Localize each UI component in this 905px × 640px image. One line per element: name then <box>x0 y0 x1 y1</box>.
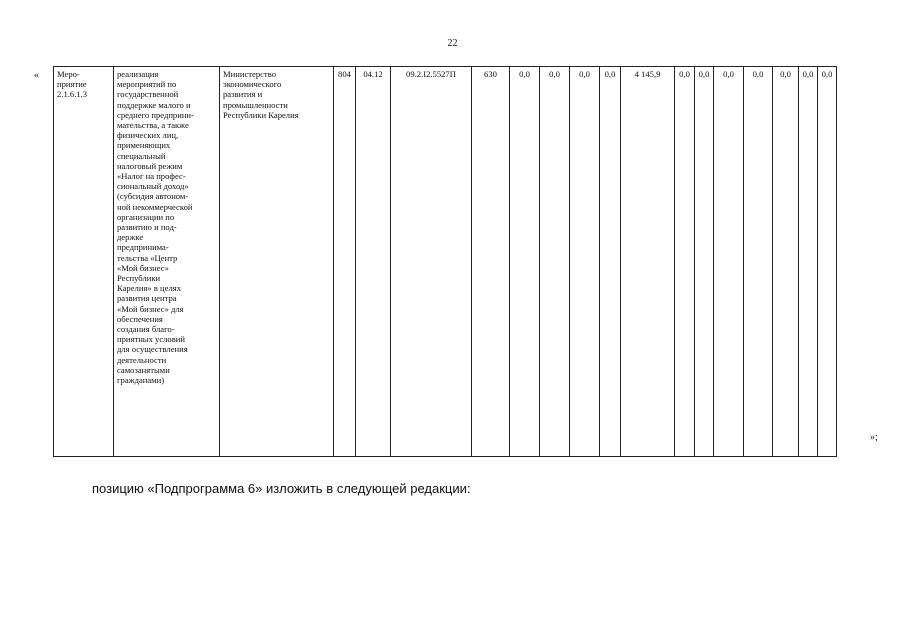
opening-quote: « <box>34 70 39 81</box>
vr-cell: 630 <box>472 67 510 457</box>
value-cell: 0,0 <box>675 67 695 457</box>
rzpr-cell: 04.12 <box>356 67 391 457</box>
value-cell: 0,0 <box>799 67 818 457</box>
value-cell: 0,0 <box>714 67 744 457</box>
value-cell: 0,0 <box>540 67 570 457</box>
table-row <box>54 67 837 457</box>
value-cell: 0,0 <box>773 67 799 457</box>
value-cell: 0,0 <box>600 67 621 457</box>
csr-cell: 09.2.I2.5527П <box>391 67 472 457</box>
value-cell: 0,0 <box>818 67 837 457</box>
page-number: 22 <box>447 38 458 49</box>
budget-table <box>53 66 837 457</box>
value-cell: 4 145,9 <box>621 67 675 457</box>
value-cell: 0,0 <box>570 67 600 457</box>
value-cell: 0,0 <box>510 67 540 457</box>
executor-cell: Министерство экономического развития и промышленности Республики Карелия <box>220 67 334 457</box>
grbs-cell: 804 <box>334 67 356 457</box>
event-code-cell: Меро- приятие 2.1.6.1.3 <box>54 67 114 457</box>
closing-quote: »; <box>870 432 878 443</box>
value-cell: 0,0 <box>695 67 714 457</box>
event-description-cell: реализация мероприятий по государственной поддержке малого и среднего предприни- мательства, а также физических лиц, применяющих специальный налоговый режим «Налог на профес- сиональный доход» (субсидия автоном- ной некоммерческой организации по развитию и под- держке предпринима- тельства «Центр «Мой бизнес» Республики Карелия» в целях развития центра «Мой бизнес» для обеспечения создания благо- приятных условий для осуществления деятельности самозанятыми гражданами) <box>114 67 220 457</box>
instruction-text: позицию «Подпрограмма 6» изложить в следующей редакции: <box>92 481 471 496</box>
value-cell: 0,0 <box>744 67 773 457</box>
